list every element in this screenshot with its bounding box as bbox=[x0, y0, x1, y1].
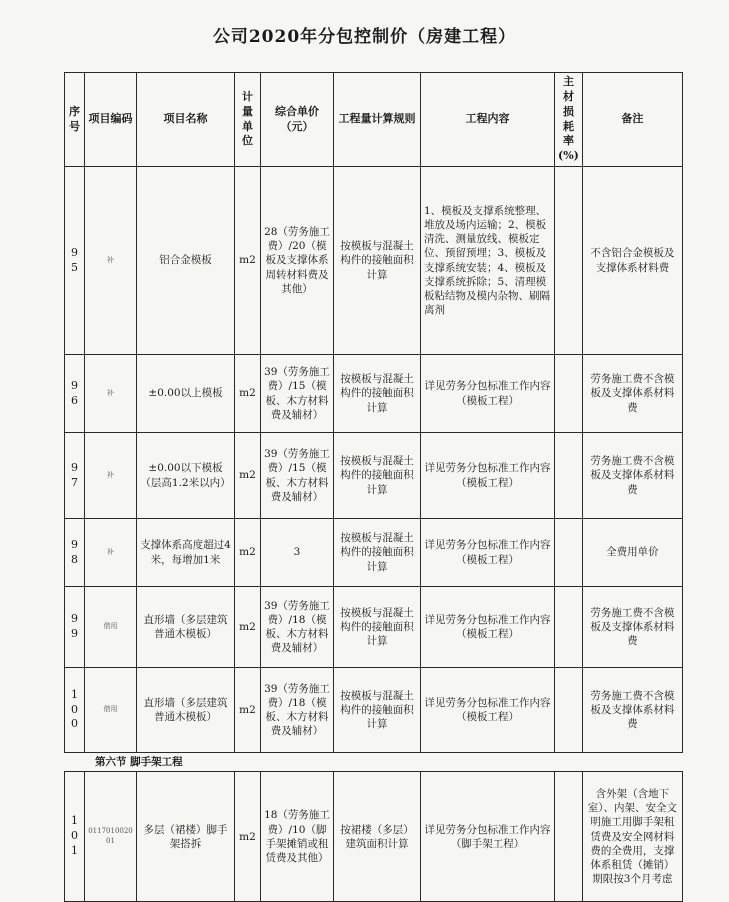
table-header-row bbox=[65, 73, 683, 167]
cell-code: 补 bbox=[85, 433, 137, 519]
cell-content: 详见劳务分包标准工作内容（模板工程） bbox=[421, 668, 555, 753]
cell-note: 劳务施工费不含模板及支撑体系材料费 bbox=[582, 668, 682, 753]
cell-unit: m2 bbox=[235, 668, 261, 753]
header-name: 项目名称 bbox=[137, 73, 235, 167]
cell-note: 劳务施工费不含模板及支撑体系材料费 bbox=[582, 355, 682, 433]
header-content: 工程内容 bbox=[421, 73, 555, 167]
cell-loss bbox=[555, 772, 583, 902]
cell-seq: 99 bbox=[65, 587, 85, 668]
cell-unit: m2 bbox=[235, 433, 261, 519]
cell-note: 含外架（含地下室）、内架、安全文明施工用脚手架租赁费及安全网材料费的全费用，支撑体系租赁（摊销）期限按3个月考虑 bbox=[582, 772, 682, 902]
cell-unit: m2 bbox=[235, 167, 261, 355]
cell-content: 详见劳务分包标准工作内容（脚手架工程） bbox=[421, 772, 555, 902]
cell-note: 全费用单价 bbox=[582, 519, 682, 587]
cell-unit: m2 bbox=[235, 587, 261, 668]
cell-note: 劳务施工费不含模板及支撑体系材料费 bbox=[582, 587, 682, 668]
table-row bbox=[65, 355, 683, 433]
cell-seq: 96 bbox=[65, 355, 85, 433]
cell-rule: 按模板与混凝土构件的接触面积计算 bbox=[334, 355, 421, 433]
cell-rule: 按模板与混凝土构件的接触面积计算 bbox=[334, 519, 421, 587]
cell-price: 39（劳务施工费）/15（模板、木方材料费及辅材） bbox=[261, 433, 334, 519]
cell-seq: 98 bbox=[65, 519, 85, 587]
cell-seq: 95 bbox=[65, 167, 85, 355]
cell-content: 1、模板及支撑系统整理、堆放及场内运输；2、模板清洗、测量放线、模板定位、预留预埋；3、模板及支撑系统安装；4、模板及支撑系统拆除；5、清理模板粘结物及模内杂物、刷隔离剂 bbox=[421, 167, 555, 355]
cell-name: 直形墙（多层建筑普通木模板） bbox=[137, 587, 235, 668]
cell-unit: m2 bbox=[235, 772, 261, 902]
cell-name: ±0.00以下模板（层高1.2米以内） bbox=[137, 433, 235, 519]
cell-rule: 按裙楼（多层）建筑面积计算 bbox=[334, 772, 421, 902]
cell-rule: 按模板与混凝土构件的接触面积计算 bbox=[334, 668, 421, 753]
cell-price: 39（劳务施工费）/18（模板、木方材料费及辅材） bbox=[261, 587, 334, 668]
section-row bbox=[65, 753, 683, 772]
section-title: 第六节 脚手架工程 bbox=[65, 753, 683, 772]
cell-rule: 按模板与混凝土构件的接触面积计算 bbox=[334, 587, 421, 668]
table-row bbox=[65, 167, 683, 355]
cell-price: 3 bbox=[261, 519, 334, 587]
table-row bbox=[65, 772, 683, 902]
cell-rule: 按模板与混凝土构件的接触面积计算 bbox=[334, 167, 421, 355]
cell-name: ±0.00以上模板 bbox=[137, 355, 235, 433]
header-price: 综合单价（元） bbox=[261, 73, 334, 167]
cell-content: 详见劳务分包标准工作内容（模板工程） bbox=[421, 519, 555, 587]
cell-price: 18（劳务施工费）/10（脚手架摊销或租赁费及其他） bbox=[261, 772, 334, 902]
cell-loss bbox=[555, 433, 583, 519]
header-code: 项目编码 bbox=[85, 73, 137, 167]
header-seq: 序号 bbox=[65, 73, 85, 167]
cell-price: 28（劳务施工费）/20（模板及支撑体系周转材料费及其他） bbox=[261, 167, 334, 355]
cell-note: 劳务施工费不含模板及支撑体系材料费 bbox=[582, 433, 682, 519]
cell-code: 补 bbox=[85, 167, 137, 355]
table-row bbox=[65, 519, 683, 587]
cell-code: 借用 bbox=[85, 587, 137, 668]
cell-content: 详见劳务分包标准工作内容（模板工程） bbox=[421, 433, 555, 519]
cell-name: 多层（裙楼）脚手架搭拆 bbox=[137, 772, 235, 902]
cell-seq: 101 bbox=[65, 772, 85, 902]
cell-loss bbox=[555, 519, 583, 587]
cell-loss bbox=[555, 668, 583, 753]
cell-seq: 97 bbox=[65, 433, 85, 519]
price-table bbox=[64, 72, 683, 902]
cell-content: 详见劳务分包标准工作内容（模板工程） bbox=[421, 355, 555, 433]
cell-code: 补 bbox=[85, 519, 137, 587]
cell-loss bbox=[555, 355, 583, 433]
cell-code: 借用 bbox=[85, 668, 137, 753]
cell-code: 补 bbox=[85, 355, 137, 433]
cell-name: 铝合金模板 bbox=[137, 167, 235, 355]
header-loss: 主材损耗率(%) bbox=[555, 73, 583, 167]
cell-loss bbox=[555, 167, 583, 355]
header-unit: 计量单位 bbox=[235, 73, 261, 167]
cell-name: 直形墙（多层建筑普通木模板） bbox=[137, 668, 235, 753]
cell-unit: m2 bbox=[235, 519, 261, 587]
cell-name: 支撑体系高度超过4米，每增加1米 bbox=[137, 519, 235, 587]
cell-price: 39（劳务施工费）/15（模板、木方材料费及辅材） bbox=[261, 355, 334, 433]
cell-code: 011701002001 bbox=[85, 772, 137, 902]
cell-note: 不含铝合金模板及支撑体系材料费 bbox=[582, 167, 682, 355]
page-title: 公司2020年分包控制价（房建工程） bbox=[212, 27, 517, 47]
cell-loss bbox=[555, 587, 583, 668]
cell-content: 详见劳务分包标准工作内容（模板工程） bbox=[421, 587, 555, 668]
cell-price: 39（劳务施工费）/18（模板、木方材料费及辅材） bbox=[261, 668, 334, 753]
header-rule: 工程量计算规则 bbox=[334, 73, 421, 167]
cell-unit: m2 bbox=[235, 355, 261, 433]
header-note: 备注 bbox=[582, 73, 682, 167]
cell-rule: 按模板与混凝土构件的接触面积计算 bbox=[334, 433, 421, 519]
table-row bbox=[65, 587, 683, 668]
table-row bbox=[65, 668, 683, 753]
table-row bbox=[65, 433, 683, 519]
cell-seq: 100 bbox=[65, 668, 85, 753]
